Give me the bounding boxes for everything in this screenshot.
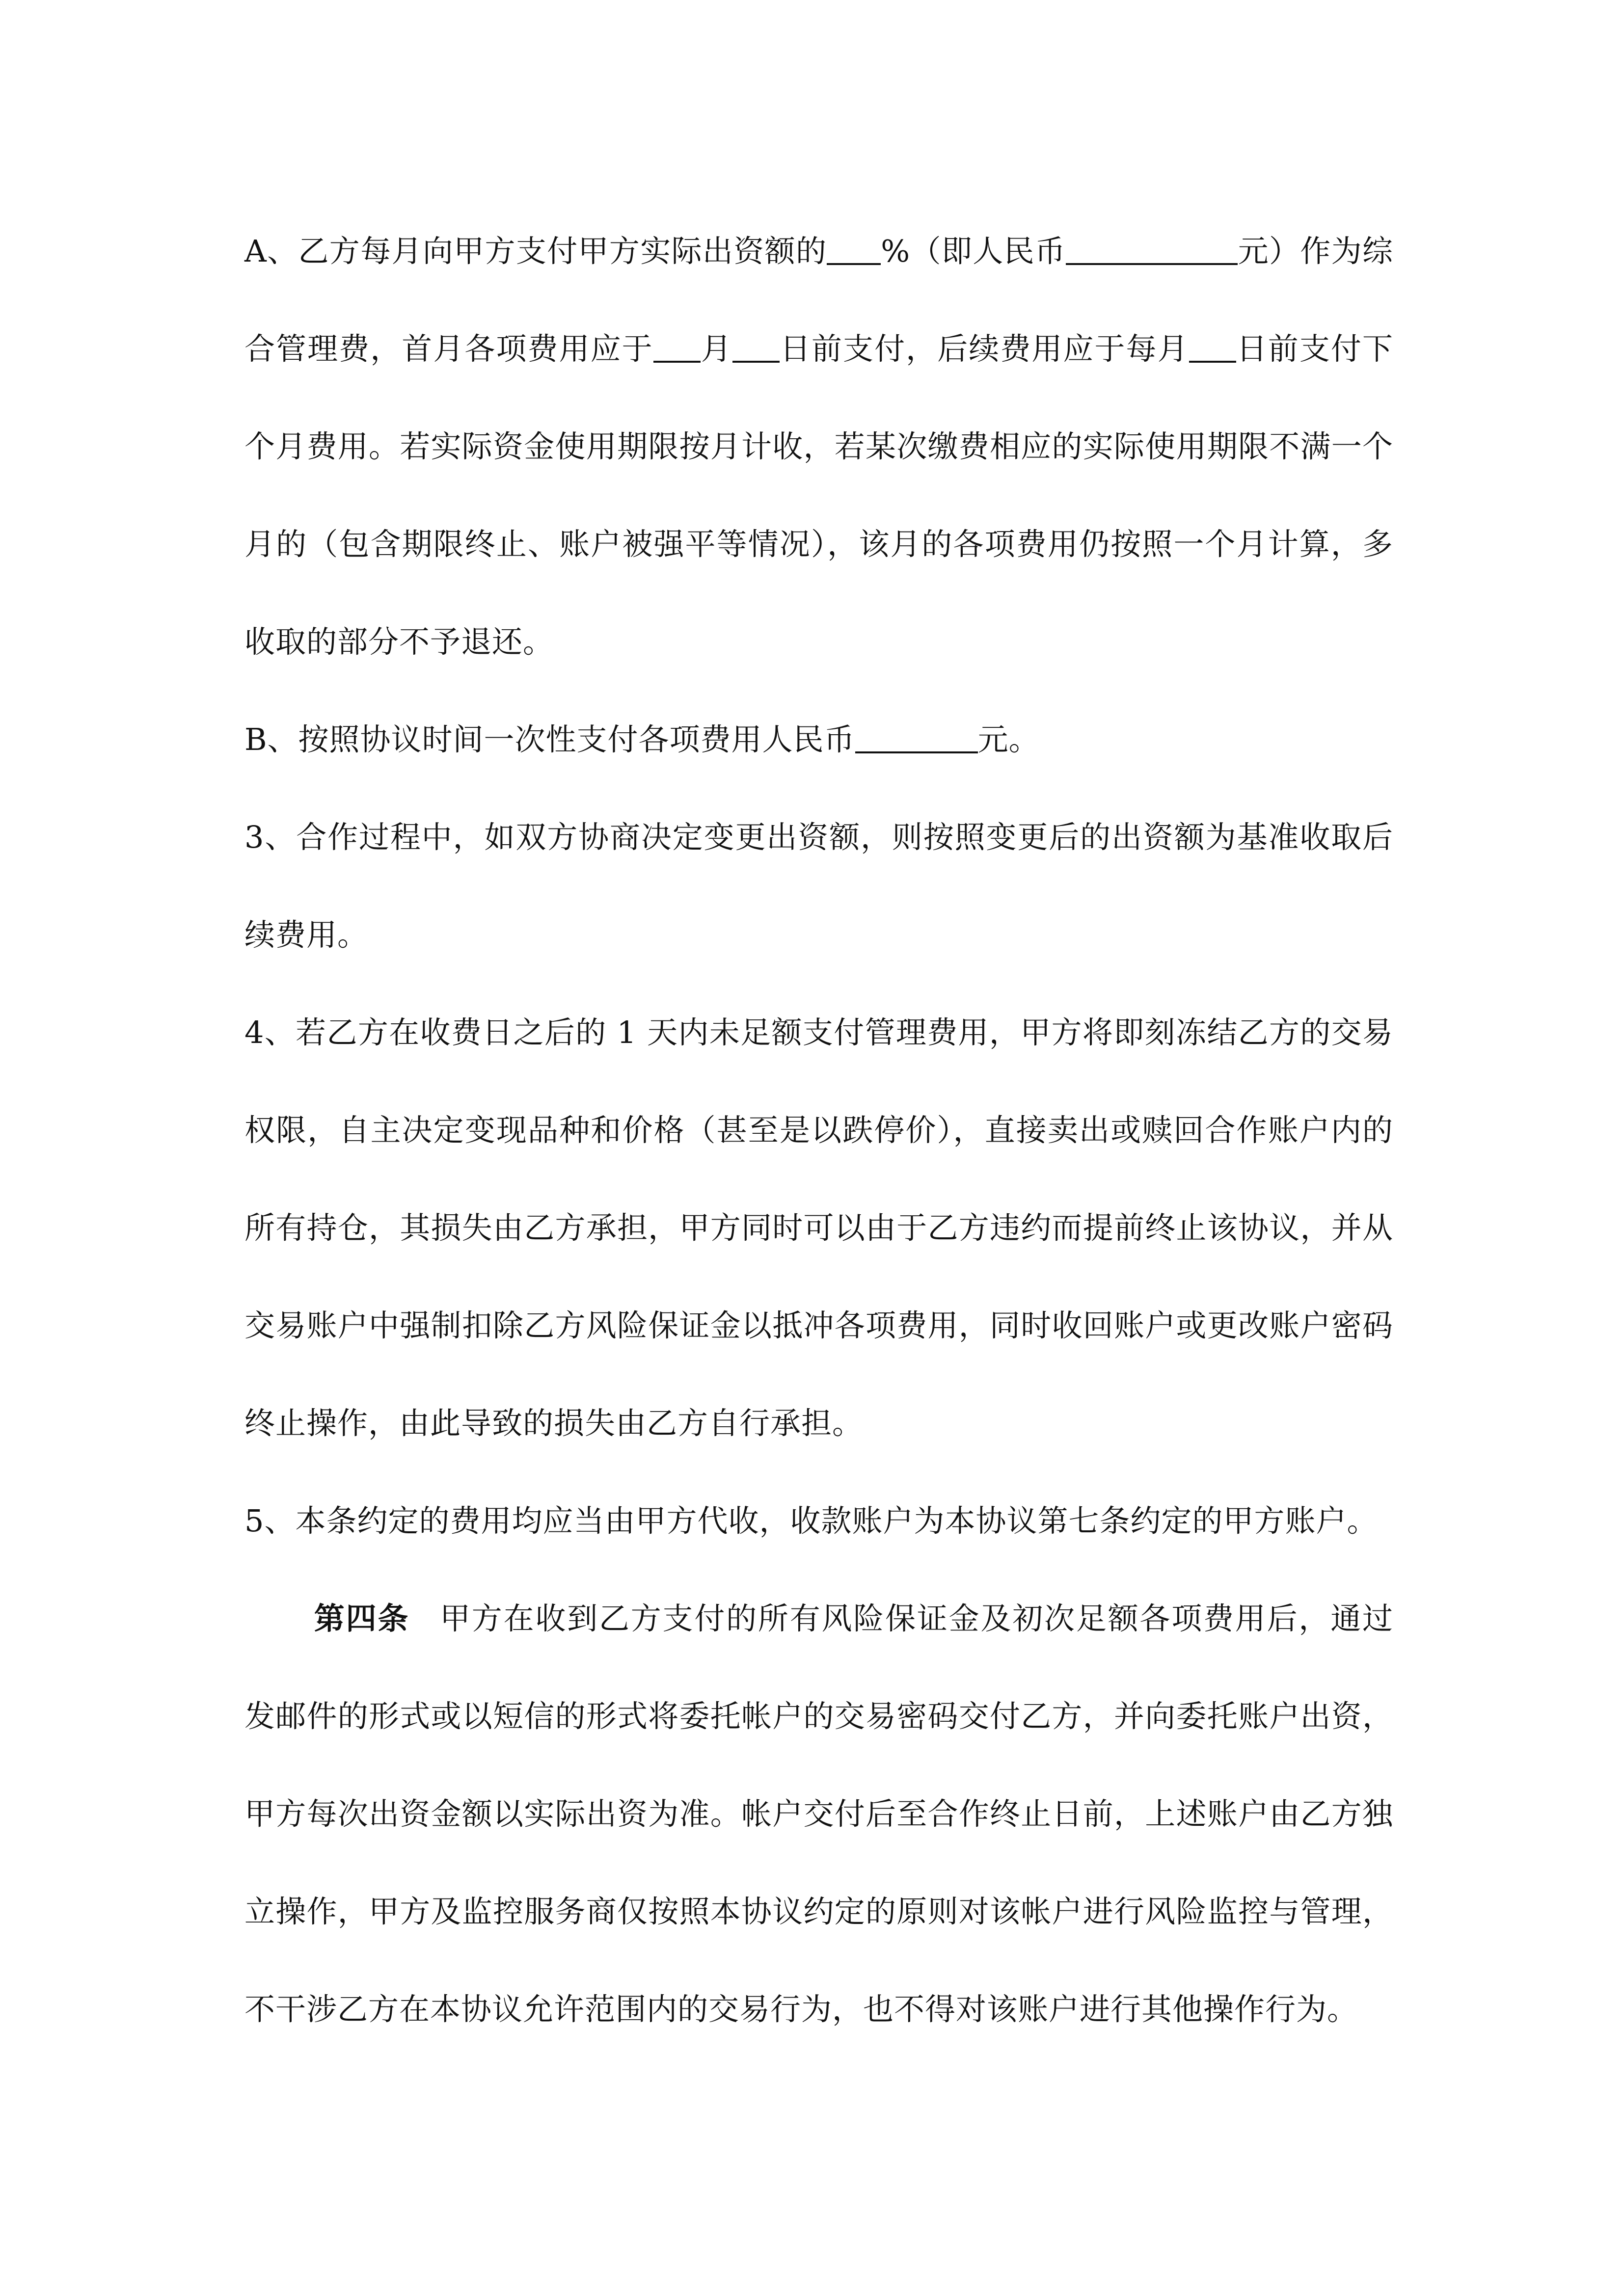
clause-a-text-6: 日前支付下个月费用。若实际资金使用期限按月计收，若某次缴费相应的实际使用期限不满一个月的（包含期限终止、账户被强平等情况），该月的各项费用仍按照一个月计算，多收取的部分不予退还。 (244, 331, 1393, 660)
clause-b (244, 691, 1393, 788)
percentage-blank (827, 233, 881, 265)
clause-b-text-2: 元。 (977, 721, 1040, 757)
monthly-day-blank (1189, 330, 1236, 363)
article-four-body: 甲方在收到乙方支付的所有风险保证金及初次足额各项费用后，通过发邮件的形式或以短信的形式将委托帐户的交易密码交付乙方，并向委托账户出资，甲方每次出资金额以实际出资为准。帐户交付后至合作终止日前，上述账户由乙方独立操作，甲方及监控服务商仅按照本协议约定的原则对该帐户进行风险监控与管理，不干涉乙方在本协议允许范围内的交易行为，也不得对该账户进行其他操作行为。 (244, 1601, 1393, 2027)
clause-3: 3、合作过程中，如双方协商决定变更出资额，则按照变更后的出资额为基准收取后续费用。 (244, 819, 1393, 953)
first-day-blank (732, 330, 780, 363)
article-four-heading: 第四条 (313, 1601, 410, 1636)
clause-5: 5、本条约定的费用均应当由甲方代收，收款账户为本协议第七条约定的甲方账户。 (244, 1503, 1378, 1539)
clause-a-text-4: 月 (700, 331, 732, 367)
amount-blank (1066, 233, 1238, 265)
first-month-blank (653, 330, 701, 363)
article-four (244, 1570, 1393, 2058)
document-body (244, 202, 1393, 2058)
clause-a (244, 202, 1393, 691)
clause-b-text-1: B、按照协议时间一次性支付各项费用人民币 (244, 721, 855, 757)
clause-a-text-3: 元）作为综合管理费，首月各项费用应于 (244, 233, 1393, 367)
clause-a-text-1: A、乙方每月向甲方支付甲方实际出资额的 (244, 233, 827, 269)
clause-a-text-5: 日前支付，后续费用应于每月 (779, 331, 1189, 367)
clause-a-text-2: %（即人民币 (881, 233, 1066, 269)
lump-sum-blank (855, 721, 978, 753)
clause-4: 4、若乙方在收费日之后的 1 天内未足额支付管理费用，甲方将即刻冻结乙方的交易权限，自主决定变现品种和价格（甚至是以跌停价），直接卖出或赎回合作账户内的所有持仓，其损失由乙方承担，甲方同时可以由于乙方违约而提前终止该协议，并从交易账户中强制扣除乙方风险保证金以抵冲各项费用，同时收回账户或更改账户密码终止操作，由此导致的损失由乙方自行承担。 (244, 1015, 1393, 1441)
